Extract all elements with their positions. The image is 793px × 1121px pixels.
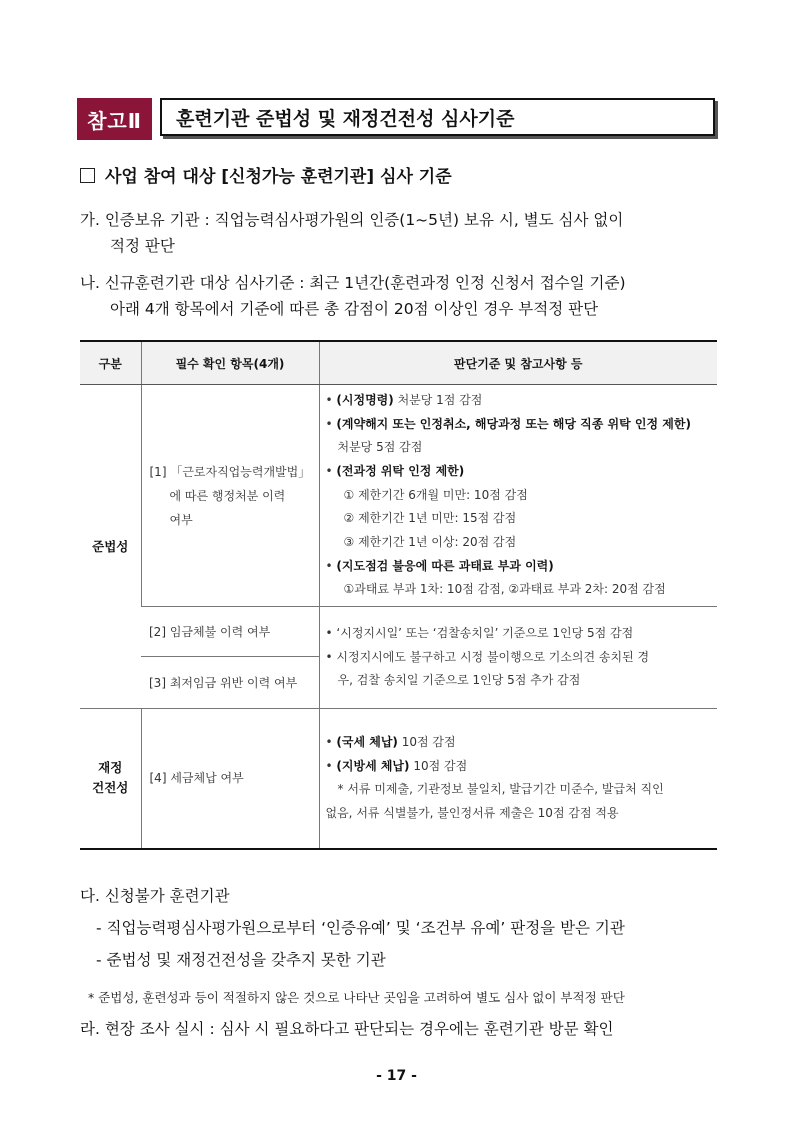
item-wage-arrears: [2] 임금체불 이력 여부 [141,607,319,657]
section-title: 사업 참여 대상 [신청가능 훈련기관] 심사 기준 [80,162,452,187]
square-bullet-icon [80,168,95,183]
paragraph-ga: 가. 인증보유 기관 : 직업능력심사평가원의 인증(1~5년) 보유 시, 별도 심사 없이 적정 판단 [80,211,624,255]
criteria-table [80,340,717,850]
page-title: 훈련기관 준법성 및 재정건전성 심사기준 [160,98,715,136]
table-row [80,607,717,657]
criteria-wage: • ‘시정지시일’ 또는 ‘검찰송치일’ 기준으로 1인당 5점 감점 • 시정지시에도 불구하고 시정 불이행으로 기소의견 송치된 경 우, 검찰 송치일 기준으로 1인당 5점 추가 감점 [319,607,717,709]
paragraph-ra: 라. 현장 조사 실시 : 심사 시 필요하다고 판단되는 경우에는 훈련기관 방문 확인 [80,1020,614,1038]
paragraph-da: 다. 신청불가 훈련기관 - 직업능력평심사평가원으로부터 ‘인증유예’ 및 ‘조건부 유예’ 판정을 받은 기관 - 준법성 및 재정건전성을 갖추지 못한 기관 [80,887,625,969]
header-criteria: 판단기준 및 참고사항 등 [319,341,717,385]
category-compliance: 준법성 [80,385,141,709]
table-row [80,385,717,607]
page-number: - 17 - [376,1068,417,1084]
criteria-tax: • (국세 체납) 10점 감점 • (지방세 체납) 10점 감점 * 서류 미제출, 기관정보 불일치, 발급기간 미준수, 발급처 직인 없음, 서류 식별불가, 불인정서류 제출은 10점 감점 적용 [319,709,717,849]
table-header-row [80,341,717,385]
category-financial-soundness: 재정 건전성 [80,709,141,849]
paragraph-na: 나. 신규훈련기관 대상 심사기준 : 최근 1년간(훈련과정 인정 신청서 접수일 기준) 아래 4개 항목에서 기준에 따른 총 감점이 20점 이상인 경우 부적정 판단 [80,274,626,318]
item-minimum-wage: [3] 최저임금 위반 이력 여부 [141,657,319,709]
item-tax-arrears: [4] 세금체납 여부 [141,709,319,849]
footnote: * 준법성, 훈련성과 등이 적절하지 않은 것으로 나타난 곳임을 고려하여 별도 심사 없이 부적정 판단 [88,990,625,1005]
header-category: 구분 [80,341,141,385]
table-row [80,709,717,849]
criteria-administrative-disposition: • (시정명령) 처분당 1점 감점 • (계약해지 또는 인정취소, 해당과정 또는 해당 직종 위탁 인정 제한) 처분당 5점 감점 • (전과정 위탁 인정 제한) ① 제한기간 6개월 미만: 10점 감점 ② 제한기간 1년 미만: 15점 감점 ③ 제한기간 1년 이상: 20점 감점 • (지도점검 불응에 따른 과태료 부과 이력) ①과태료 부과 1차: 10점 감점, ②과태료 부과 2차: 20점 감점 [319,385,717,607]
header-items: 필수 확인 항목(4개) [141,341,319,385]
item-administrative-disposition: [1] 「근로자직업능력개발법」 에 따른 행정처분 이력 여부 [141,385,319,607]
reference-tag: 참고Ⅱ [77,98,152,140]
